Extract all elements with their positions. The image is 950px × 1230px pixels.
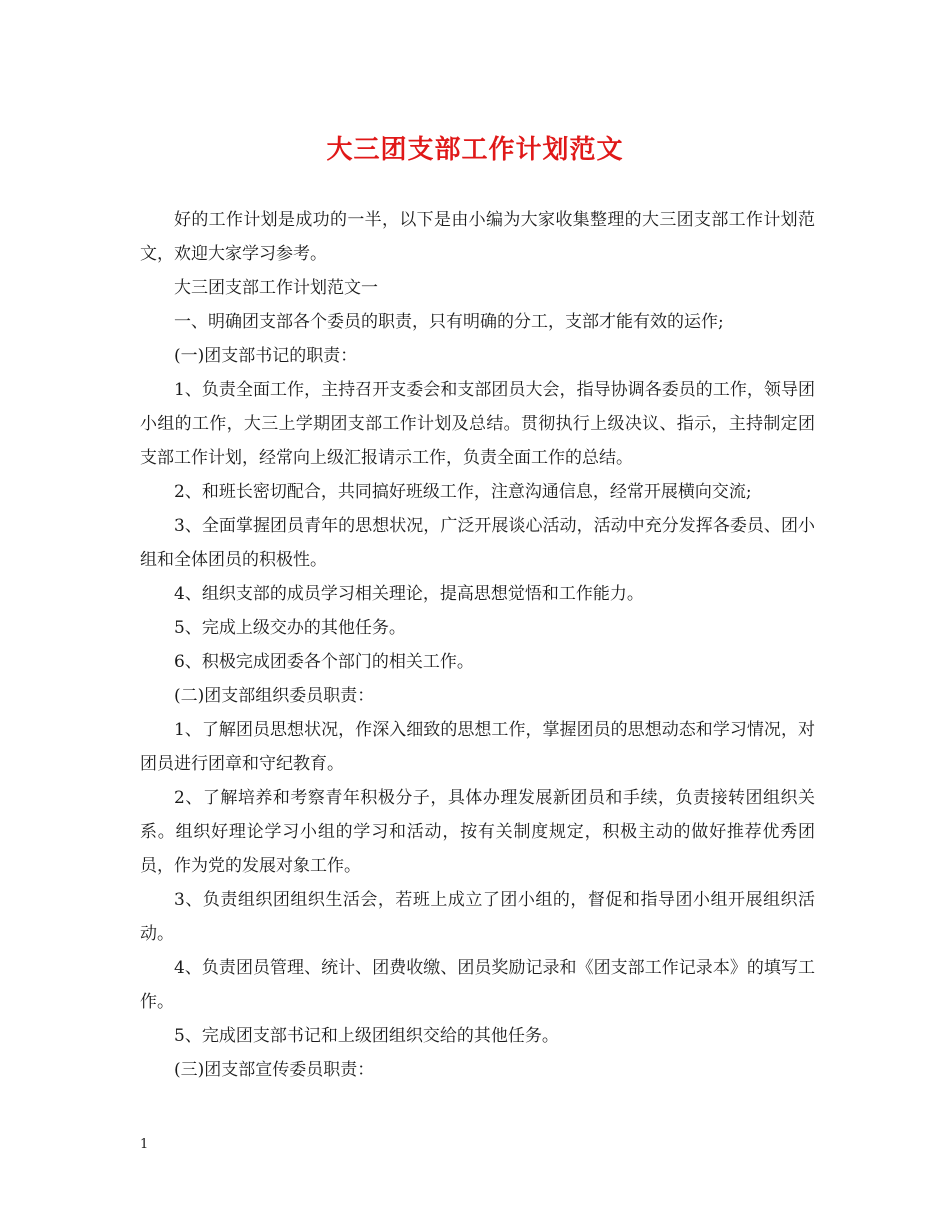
paragraph-organization-item-1: 1、了解团员思想状况，作深入细致的思想工作，掌握团员的思想动态和学习情况，对团员进行团章和守纪教育。	[140, 720, 815, 774]
paragraph-secretary-heading: (一)团支部书记的职责：	[174, 346, 358, 366]
paragraph-secretary-item-6: 6、积极完成团委各个部门的相关工作。	[174, 652, 474, 672]
paragraph-publicity-heading: (三)团支部宣传委员职责：	[174, 1060, 375, 1080]
paragraph-section-heading: 大三团支部工作计划范文一	[174, 278, 378, 298]
paragraph-intro: 好的工作计划是成功的一半，以下是由小编为大家收集整理的大三团支部工作计划范文，欢迎大家学习参考。	[140, 210, 815, 264]
page-number: 1	[140, 1137, 149, 1152]
paragraph-organization-item-2: 2、了解培养和考察青年积极分子，具体办理发展新团员和手续，负责接转团组织关系。组织好理论学习小组的学习和活动，按有关制度规定，积极主动的做好推荐优秀团员，作为党的发展对象工作。	[140, 788, 815, 876]
paragraph-secretary-item-4: 4、组织支部的成员学习相关理论，提高思想觉悟和工作能力。	[174, 584, 644, 604]
paragraph-organization-heading: (二)团支部组织委员职责：	[174, 686, 375, 706]
paragraph-point-one: 一、明确团支部各个委员的职责，只有明确的分工，支部才能有效的运作;	[174, 312, 724, 332]
paragraph-secretary-item-2: 2、和班长密切配合，共同搞好班级工作，注意沟通信息，经常开展横向交流;	[174, 482, 752, 502]
paragraph-organization-item-3: 3、负责组织团组织生活会，若班上成立了团小组的，督促和指导团小组开展组织活动。	[140, 890, 815, 944]
paragraph-organization-item-5: 5、完成团支部书记和上级团组织交给的其他任务。	[174, 1026, 559, 1046]
paragraph-secretary-item-3: 3、全面掌握团员青年的思想状况，广泛开展谈心活动，活动中充分发挥各委员、团小组和全体团员的积极性。	[140, 516, 815, 570]
document-body	[140, 203, 815, 1087]
paragraph-secretary-item-5: 5、完成上级交办的其他任务。	[174, 618, 406, 638]
paragraph-secretary-item-1: 1、负责全面工作，主持召开支委会和支部团员大会，指导协调各委员的工作，领导团小组的工作，大三上学期团支部工作计划及总结。贯彻执行上级决议、指示，主持制定团支部工作计划，经常向上级汇报请示工作，负责全面工作的总结。	[140, 380, 815, 468]
document-title: 大三团支部工作计划范文	[326, 135, 624, 165]
paragraph-organization-item-4: 4、负责团员管理、统计、团费收缴、团员奖励记录和《团支部工作记录本》的填写工作。	[140, 958, 815, 1012]
